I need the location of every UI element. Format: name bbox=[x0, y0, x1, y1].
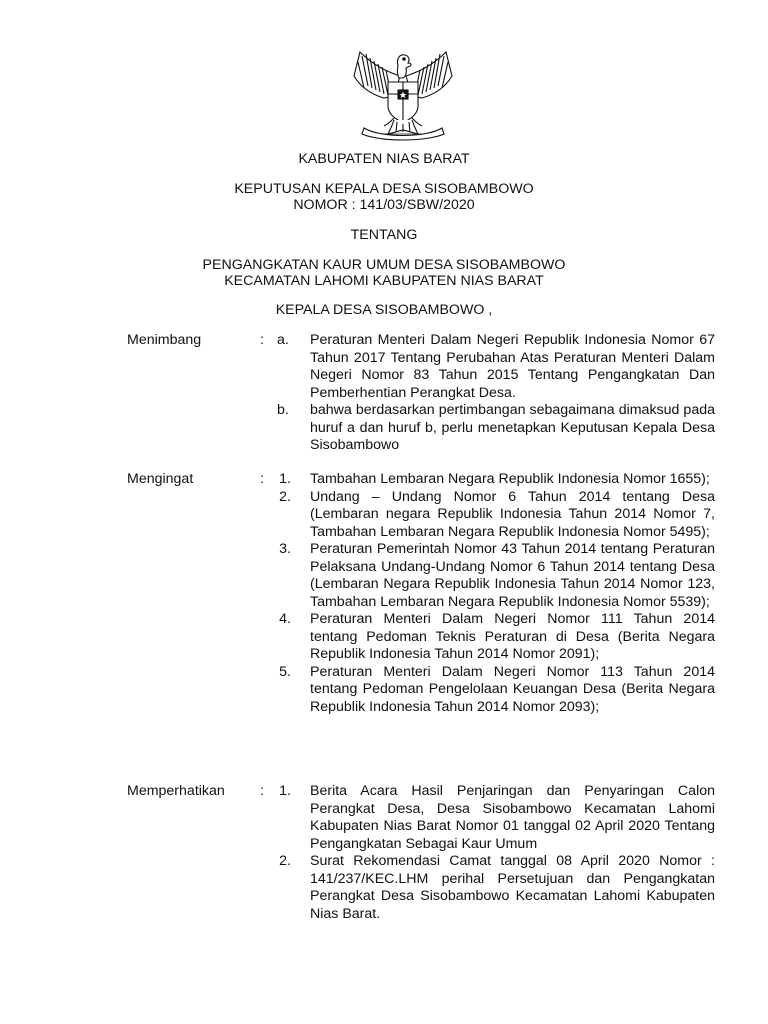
list-item bbox=[277, 853, 715, 923]
list-item bbox=[277, 664, 715, 717]
list-item bbox=[277, 611, 715, 664]
section-colon: : bbox=[260, 471, 264, 487]
garuda-emblem-icon bbox=[344, 46, 462, 142]
section-items bbox=[277, 332, 715, 455]
regency-title: KABUPATEN NIAS BARAT bbox=[298, 151, 470, 167]
item-text: Peraturan Menteri Dalam Negeri Nomor 113 Tahun 2014 tentang Pedoman Pengelolaan Keuangan Desa (Berita Negara Republik Indonesia Tahun 2014 Nomor 2093); bbox=[310, 663, 715, 715]
section-colon: : bbox=[260, 783, 264, 799]
list-item bbox=[277, 489, 715, 542]
item-text: bahwa berdasarkan pertimbangan sebagaimana dimaksud pada huruf a dan huruf b, perlu menetapkan Keputusan Kepala Desa Sisobambowo bbox=[310, 402, 715, 453]
item-marker: 3. bbox=[279, 541, 291, 557]
subject-line-2: KECAMATAN LAHOMI KABUPATEN NIAS BARAT bbox=[224, 273, 544, 289]
section-colon: : bbox=[260, 332, 264, 348]
item-text: Peraturan Menteri Dalam Negeri Nomor 111 Tahun 2014 tentang Pedoman Teknis Peraturan di Desa (Berita Negara Republik Indonesia Tahun 2014 Nomor 2091); bbox=[310, 611, 715, 662]
subject-line-1: PENGANGKATAN KAUR UMUM DESA SISOBAMBOWO bbox=[202, 257, 566, 273]
item-marker: 5. bbox=[279, 663, 291, 680]
about-label: TENTANG bbox=[350, 227, 418, 243]
section-label: Memperhatikan bbox=[127, 783, 225, 799]
item-marker: 2. bbox=[279, 853, 291, 869]
item-marker: 2. bbox=[279, 488, 291, 505]
item-text: Peraturan Pemerintah Nomor 43 Tahun 2014 tentang Peraturan Pelaksana Undang-Undang Nomor 6 Tahun 2014 tentang Desa (Lembaran Negara Republik Indonesia Tahun 2014 Nomor 123, Tambahan Lembaran Negara Republik Indonesia Nomor 5539); bbox=[310, 541, 715, 610]
decree-number: NOMOR : 141/03/SBW/2020 bbox=[293, 197, 475, 213]
item-text: Peraturan Menteri Dalam Negeri Republik Indonesia Nomor 67 Tahun 2017 Tentang Perubahan Atas Peraturan Menteri Dalam Negeri Nomor 83 Tahun 2015 Tentang Pengangkatan Dan Pemberhentian Perangkat Desa. bbox=[310, 332, 715, 401]
list-item bbox=[277, 783, 715, 853]
list-item bbox=[277, 471, 715, 489]
item-marker: 4. bbox=[279, 611, 291, 627]
item-marker: b. bbox=[277, 402, 289, 418]
section-items bbox=[277, 783, 715, 923]
section-items bbox=[277, 471, 715, 716]
item-text: Tambahan Lembaran Negara Republik Indonesia Nomor 1655); bbox=[310, 471, 710, 487]
item-marker: a. bbox=[277, 332, 289, 348]
item-text: Berita Acara Hasil Penjaringan dan Penyaringan Calon Perangkat Desa, Desa Sisobambowo Kecamatan Lahomi Kabupaten Nias Barat Nomor 01 tanggal 02 April 2020 Tentang Pengangkatan Sebagai Kaur Umum bbox=[310, 783, 715, 852]
list-item bbox=[277, 332, 715, 402]
section-label: Menimbang bbox=[127, 332, 202, 348]
section-label: Mengingat bbox=[127, 471, 194, 487]
list-item bbox=[277, 541, 715, 611]
item-text: Undang – Undang Nomor 6 Tahun 2014 tentang Desa (Lembaran negara Republik Indonesia Tahun 2014 Nomor 7, Tambahan Lembaran Negara Republik Indonesia Nomor 5495); bbox=[310, 488, 715, 540]
issuer-line: KEPALA DESA SISOBAMBOWO , bbox=[275, 302, 493, 318]
item-marker: 1. bbox=[279, 783, 291, 799]
decree-title: KEPUTUSAN KEPALA DESA SISOBAMBOWO bbox=[234, 181, 534, 197]
list-item bbox=[277, 402, 715, 455]
item-marker: 1. bbox=[279, 471, 291, 487]
item-text: Surat Rekomendasi Camat tanggal 08 April 2020 Nomor : 141/237/KEC.LHM perihal Persetujuan dan Pengangkatan Perangkat Desa Sisobambowo Kecamatan Lahomi Kabupaten Nias Barat. bbox=[310, 853, 715, 922]
